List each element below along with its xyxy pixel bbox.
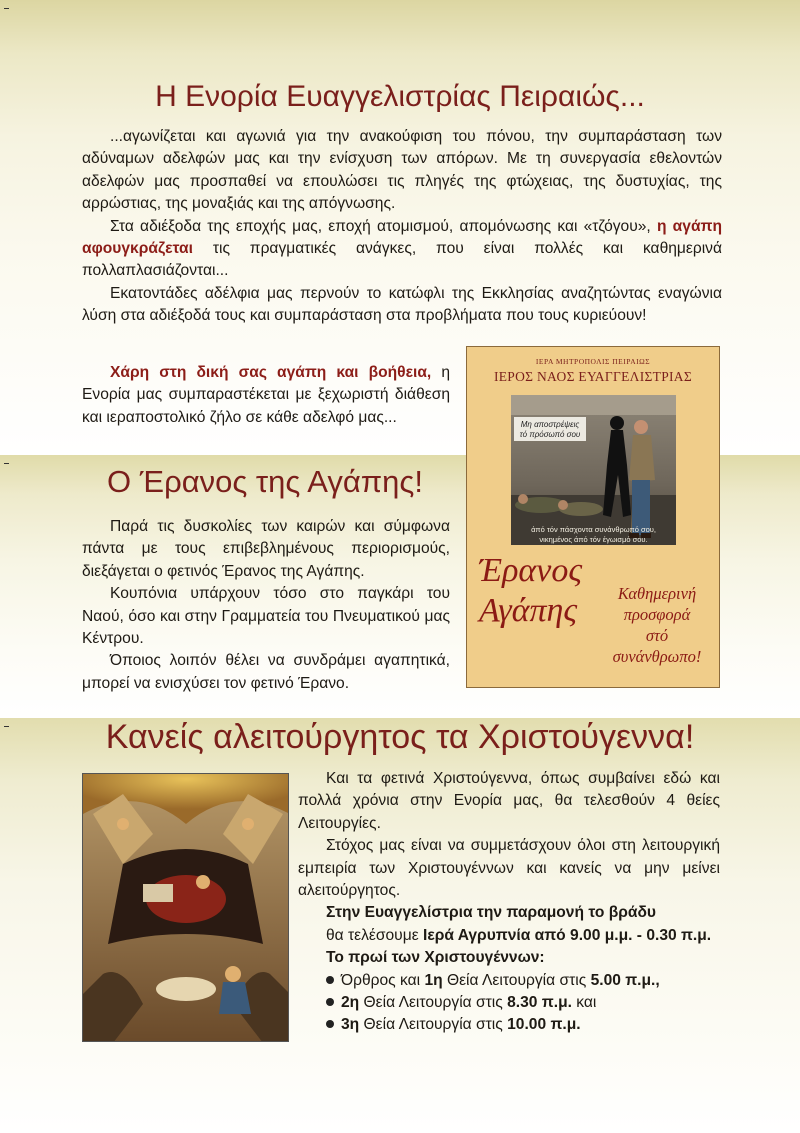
poster-subtitle-line: στό συνάνθρωπο!: [612, 626, 702, 666]
poster-title-line: Αγάπης: [479, 592, 578, 629]
poster-subtitle-line: Καθημερινή: [617, 584, 697, 603]
section-1-paragraph-1: ...αγωνίζεται και αγωνιά για την ανακούφιση του πόνου, την συμπαράσταση των αδύναμων αδελφών μας και την ενίσχυση των απόρων. Με τη συνεργασία εθελοντών αδελφών μας προσπαθεί να επουλώσει τις πληγές της φτώχειας, της δυστυχίας, της αρρώστιας, της μοναξιάς και της απόγνωσης.: [82, 128, 722, 213]
crop-mark: [4, 463, 9, 464]
christmas-morning-heading: Το πρωί των Χριστουγέννων:: [326, 949, 545, 967]
bullet-icon: [326, 976, 334, 984]
section-1-paragraph-4: [82, 362, 450, 429]
bullet-icon: [326, 998, 334, 1006]
paragraph-text: θα τελέσουμε: [326, 926, 423, 944]
item-time: 5.00 π.μ.,: [590, 971, 660, 989]
item-text: Θεία Λειτουργία στις: [359, 1016, 508, 1034]
section-2-paragraph-2: Κουπόνια υπάρχουν τόσο στο παγκάρι του Ναού, όσο και στην Γραμματεία του Πνευματικού μας Κέντρου.: [82, 585, 450, 648]
item-time: 8.30 π.μ.: [507, 994, 572, 1012]
section-3-paragraph-1: Και τα φετινά Χριστούγεννα, όπως συμβαίνει εδώ και πολλά χρόνια στην Ενορία μας, θα τελεσθούν 4 θείες Λειτουργίες.: [298, 770, 720, 832]
poster-subtitle: [601, 583, 713, 667]
photo-text: τό πρόσωπό σου: [519, 430, 581, 439]
section-2-paragraph-3: Όποιος λοιπόν θέλει να συνδράμει αγαπητικά, μπορεί να ενισχύσει τον φετινό Έρανο.: [82, 652, 450, 692]
item-number: 2η: [341, 994, 360, 1012]
highlight-text: Χάρη στη δική σας αγάπη και βοήθεια,: [110, 364, 432, 381]
item-time: 10.00 π.μ.: [507, 1016, 581, 1034]
liturgy-item-2: [298, 992, 720, 1014]
poster-small-header: ΙΕΡΑ ΜΗΤΡΟΠΟΛΙΣ ΠΕΙΡΑΙΩΣ: [535, 357, 651, 366]
item-text: και: [571, 994, 597, 1012]
item-text: Όρθρος και: [341, 971, 425, 989]
poster-header: ΙΕΡΟΣ ΝΑΟΣ ΕΥΑΓΓΕΛΙΣΤΡΙΑΣ: [493, 369, 693, 384]
section-1-body: [82, 126, 722, 328]
section-2-paragraph-1: Παρά τις δυσκολίες των καιρών και σύμφωνα πάντα με τους επιβεβλημένους περιορισμούς, διεξάγεται ο φετινός Έρανος της Αγάπης.: [82, 518, 450, 580]
section-1-body-continued: [82, 362, 450, 429]
vigil-time: Ιερά Αγρυπνία από 9.00 μ.μ. - 0.30 π.μ.: [422, 926, 712, 944]
section-3-body: [298, 768, 720, 1037]
christmas-eve-vigil: [298, 925, 720, 947]
highlight-text: η αγάπη αφουγκράζεται: [82, 217, 722, 258]
section-1-paragraph-3: Εκατοντάδες αδέλφια μας περνούν το κατώφλι της Εκκλησίας αναζητώντας εναγώνια λύση στα αδιέξοδά τους και συμπαράσταση στα προβλήματα που τους κυριεύουν!: [82, 284, 722, 325]
poster-photo: [511, 395, 676, 545]
section-2-title: Ο Έρανος της Αγάπης!: [107, 464, 423, 499]
eranos-poster: [466, 346, 720, 688]
section-1-paragraph-2: [82, 216, 722, 283]
paragraph-text: η Ενορία μας συμπαραστέκεται με ξεχωριστή διάθεση και ιεραποστολικό ζήλο σε κάθε αδελφό μας...: [82, 364, 450, 426]
crop-mark: [4, 8, 9, 9]
poster-title-line: Έρανος: [479, 552, 583, 589]
caption-line: νικημένος άπό τόν έγωισμό σου.: [539, 535, 648, 544]
item-number: 1η: [424, 971, 443, 989]
christmas-eve-heading: Στην Ευαγγελίστρια την παραμονή το βράδυ: [326, 904, 656, 922]
paragraph-text: τις πραγματικές ανάγκες, που είναι πολλές και καθημερινά πολλαπλασιάζονται...: [82, 240, 722, 280]
nativity-icon-image: [82, 773, 289, 1042]
poster-subtitle-line: προσφορά: [623, 605, 691, 624]
section-3-title: Κανείς αλειτούργητος τα Χριστούγεννα!: [105, 718, 695, 756]
item-number: 3η: [341, 1016, 360, 1034]
liturgy-item-1: [298, 970, 720, 992]
section-3-paragraph-2: Στόχος μας είναι να συμμετάσχουν όλοι στη λειτουργική εμπειρία των Χριστουγέννων και κανείς να μην μείνει αλειτούργητος.: [298, 837, 720, 900]
poster-title: [479, 551, 582, 631]
poster-caption: [511, 525, 676, 545]
caption-line: άπό τόν πάσχοντα συνάνθρωπό σου,: [531, 525, 656, 534]
item-text: Θεία Λειτουργία στις: [359, 994, 508, 1012]
bullet-icon: [326, 1020, 334, 1028]
section-2-body: [82, 516, 450, 695]
photo-text: Μη αποστρέψεις: [520, 420, 580, 429]
liturgy-item-3: [298, 1014, 720, 1036]
section-1-title: Η Ενορία Ευαγγελιστρίας Πειραιώς...: [155, 80, 645, 113]
item-text: Θεία Λειτουργία στις: [442, 971, 591, 989]
paragraph-text: Στα αδιέξοδα της εποχής μας, εποχή ατομισμού, απομόνωσης και «τζόγου»,: [110, 217, 657, 235]
